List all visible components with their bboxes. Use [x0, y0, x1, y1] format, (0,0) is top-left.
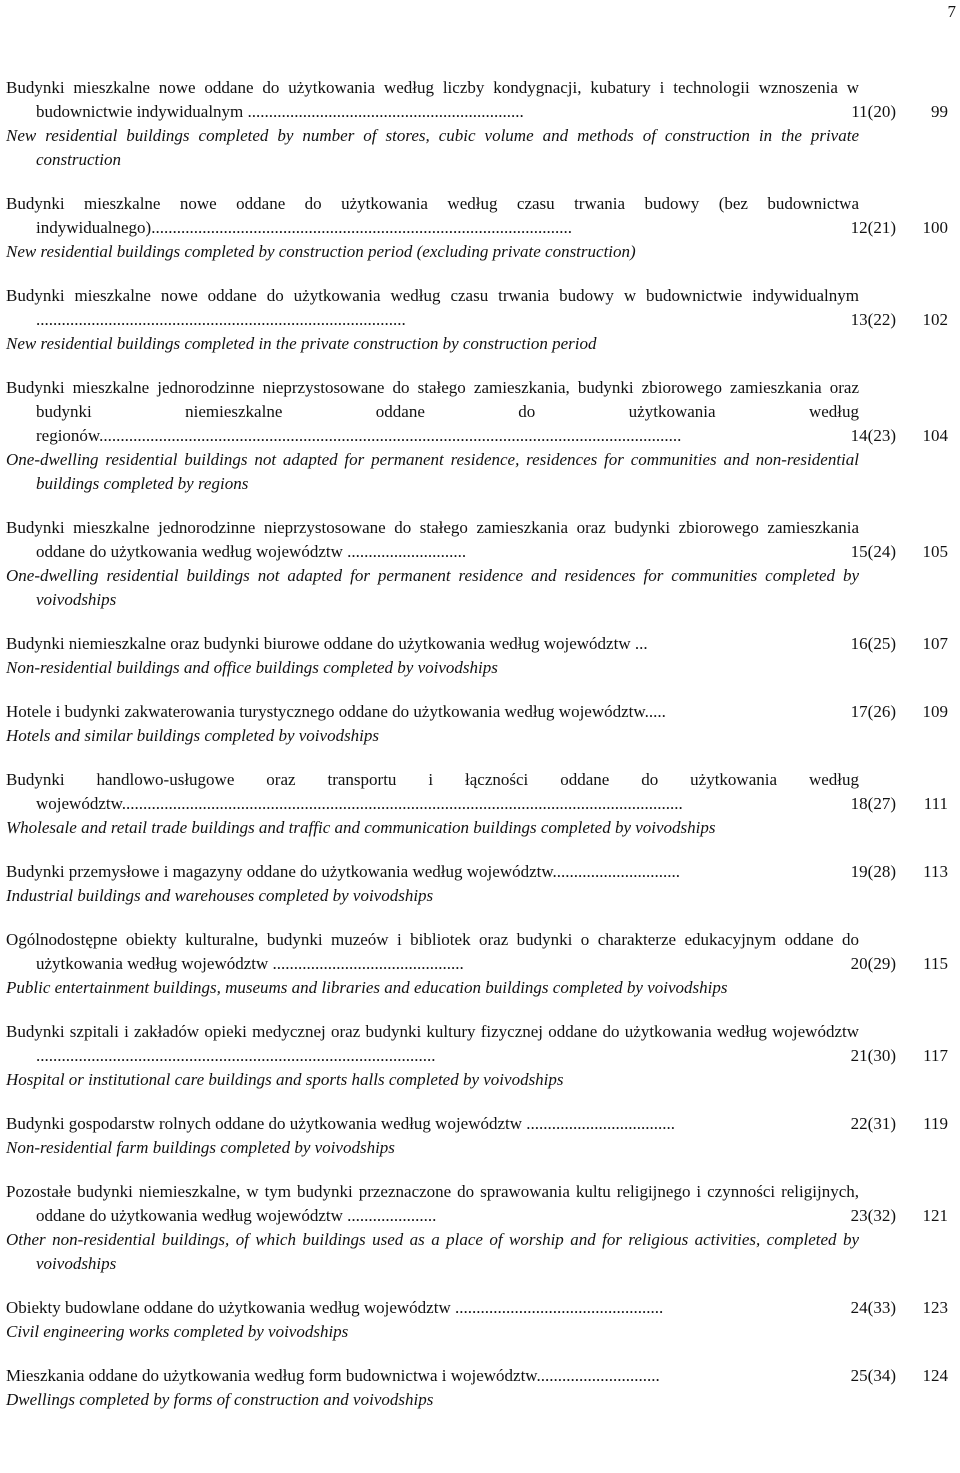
entry-title-polish-tail: województw....................................................................................................................................	[36, 794, 683, 813]
entry-title-english: New residential buildings completed in the private construction by construction period	[6, 334, 597, 353]
page-ref: 117	[923, 1046, 948, 1065]
table-number: 25(34)	[850, 1366, 896, 1385]
page-ref: 102	[922, 310, 948, 329]
page-ref: 115	[923, 954, 948, 973]
toc-entry[interactable]	[0, 1180, 960, 1276]
entry-title-polish	[6, 1112, 859, 1136]
page-ref: 121	[922, 1206, 948, 1225]
toc-entry[interactable]	[0, 192, 960, 264]
toc-entry[interactable]	[0, 376, 960, 496]
table-number: 23(32)	[850, 1206, 896, 1225]
page-ref: 113	[923, 862, 948, 881]
page-ref: 119	[923, 1114, 948, 1133]
entry-title-polish-tail: edukacyjnym oddane do użytkowania według województw .............................................	[36, 930, 859, 973]
table-number: 17(26)	[850, 702, 896, 721]
entry-title-polish-head: Budynki mieszkalne nowe oddane do użytkowania według czasu trwania budowy	[6, 286, 614, 305]
page-ref: 105	[922, 542, 948, 561]
entry-title-polish-tail: Hotele i budynki zakwaterowania turystycznego oddane do użytkowania według województw.....	[6, 702, 666, 721]
entry-title-english: New residential buildings completed by construction period (excluding private construction)	[6, 242, 636, 261]
toc-entry[interactable]	[0, 1296, 960, 1344]
entry-title-polish-tail: i technologii wznoszenia w budownictwie indywidualnym .................................................................	[36, 78, 860, 121]
entry-title-polish-tail: budownictwa indywidualnego)...................................................................................................	[36, 194, 859, 237]
toc-entry[interactable]	[0, 1020, 960, 1092]
entry-title-polish	[6, 1364, 859, 1388]
entry-title-polish-tail: Mieszkania oddane do użytkowania według form budownictwa i województw.............................	[6, 1366, 660, 1385]
page-ref: 123	[922, 1298, 948, 1317]
entry-title-polish	[6, 376, 859, 448]
entry-title-polish	[6, 700, 859, 724]
entry-title-english: Other non-residential buildings, of which buildings used as a place of worship and for religious activities, completed by voivodships	[6, 1230, 859, 1273]
page-ref: 107	[922, 634, 948, 653]
entry-title-polish-head: Ogólnodostępne obiekty kulturalne, budynki muzeów i bibliotek oraz budynki o charakterze	[6, 930, 677, 949]
page-ref: 104	[922, 426, 948, 445]
entry-title-polish-head: Budynki mieszkalne jednorodzinne nieprzystosowane do stałego zamieszkania, budynki zbiorowego zamieszkania oraz budynki niemieszkalne oddane do użytkowania według	[6, 378, 859, 421]
toc-entry[interactable]	[0, 768, 960, 840]
entry-title-polish-head: Budynki szpitali i zakładów opieki medycznej oraz budynki kultury fizycznej oddane do	[6, 1022, 620, 1041]
page-ref: 100	[922, 218, 948, 237]
table-number: 22(31)	[850, 1114, 896, 1133]
table-number: 19(28)	[850, 862, 896, 881]
entry-title-polish	[6, 516, 859, 564]
entry-title-english: New residential buildings completed by number of stores, cubic volume and methods of construction in the private construction	[6, 126, 859, 169]
entry-title-english: Hospital or institutional care buildings and sports halls completed by voivodships	[6, 1070, 564, 1089]
entry-title-polish	[6, 192, 859, 240]
entry-title-polish-tail: Budynki gospodarstw rolnych oddane do użytkowania według województw ...................................	[6, 1114, 676, 1133]
entry-title-english: Industrial buildings and warehouses completed by voivodships	[6, 886, 434, 905]
page-ref: 109	[922, 702, 948, 721]
table-number: 13(22)	[850, 310, 896, 329]
entry-title-english: Civil engineering works completed by voivodships	[6, 1322, 349, 1341]
toc-entry[interactable]	[0, 1112, 960, 1160]
entry-title-polish-tail: zbiorowego zamieszkania oddane do użytkowania według województw ............................	[36, 518, 859, 561]
entry-title-english: Public entertainment buildings, museums and libraries and education buildings completed by voivodships	[6, 978, 728, 997]
table-number: 24(33)	[850, 1298, 896, 1317]
toc-entry[interactable]	[0, 632, 960, 680]
page-ref: 99	[931, 102, 948, 121]
page-number: 7	[947, 2, 956, 21]
entry-title-polish-tail: Budynki niemieszkalne oraz budynki biurowe oddane do użytkowania według województw ...	[6, 634, 648, 653]
toc-entry[interactable]	[0, 700, 960, 748]
entry-title-polish	[6, 1180, 859, 1228]
entry-title-polish-tail: regionów.........................................................................................................................................	[36, 426, 682, 445]
entry-title-polish-tail: użytkowania według województw ..............................................................................................	[36, 1022, 859, 1065]
entry-title-english: One-dwelling residential buildings not adapted for permanent residence, residences for communities and non-residential buildings completed by regions	[6, 450, 859, 493]
entry-title-polish-head: Budynki mieszkalne jednorodzinne nieprzystosowane do stałego zamieszkania oraz budynki	[6, 518, 671, 537]
entry-title-polish	[6, 928, 859, 976]
entry-title-polish-tail: w budownictwie indywidualnym .......................................................................................	[36, 286, 860, 329]
entry-title-polish-head: Budynki handlowo-usługowe oraz transportu i łączności oddane do użytkowania według	[6, 770, 859, 789]
entry-title-polish	[6, 284, 859, 332]
entry-title-polish-head: Budynki mieszkalne nowe oddane do użytkowania według liczby kondygnacji, kubatury	[6, 78, 651, 97]
toc-entry[interactable]	[0, 516, 960, 612]
entry-title-english: Wholesale and retail trade buildings and traffic and communication buildings completed by voivodships	[6, 818, 716, 837]
entry-title-english: Non-residential farm buildings completed by voivodships	[6, 1138, 395, 1157]
table-number: 14(23)	[850, 426, 896, 445]
entry-title-polish	[6, 768, 859, 816]
table-number: 20(29)	[850, 954, 896, 973]
entry-title-english: Dwellings completed by forms of construction and voivodships	[6, 1390, 434, 1409]
table-number: 21(30)	[850, 1046, 896, 1065]
table-number: 18(27)	[850, 794, 896, 813]
entry-title-polish	[6, 1020, 859, 1068]
entry-title-polish	[6, 860, 859, 884]
entry-title-english: One-dwelling residential buildings not adapted for permanent residence and residences for communities completed by voivodships	[6, 566, 859, 609]
entry-title-polish-tail: Budynki przemysłowe i magazyny oddane do użytkowania według województw..............................	[6, 862, 681, 881]
table-number: 11(20)	[851, 102, 896, 121]
entry-title-polish	[6, 1296, 859, 1320]
entry-title-polish-head: Pozostałe budynki niemieszkalne, w tym budynki przeznaczone do sprawowania kultu	[6, 1182, 611, 1201]
entry-title-polish-head: Budynki mieszkalne nowe oddane do użytkowania według czasu trwania budowy (bez	[6, 194, 748, 213]
table-number: 16(25)	[850, 634, 896, 653]
toc-entry[interactable]	[0, 1364, 960, 1412]
table-number: 12(21)	[850, 218, 896, 237]
table-of-contents	[0, 76, 960, 1432]
table-number: 15(24)	[850, 542, 896, 561]
entry-title-english: Hotels and similar buildings completed by voivodships	[6, 726, 380, 745]
toc-entry[interactable]	[0, 928, 960, 1000]
entry-title-polish-tail: Obiekty budowlane oddane do użytkowania według województw .................................................	[6, 1298, 664, 1317]
toc-entry[interactable]	[0, 284, 960, 356]
entry-title-polish	[6, 76, 859, 124]
page-ref: 124	[922, 1366, 948, 1385]
entry-title-polish-tail: religijnego i czynności religijnych, oddane do użytkowania według województw .....................	[36, 1182, 859, 1225]
toc-entry[interactable]	[0, 860, 960, 908]
toc-entry[interactable]	[0, 76, 960, 172]
entry-title-english: Non-residential buildings and office buildings completed by voivodships	[6, 658, 498, 677]
page-ref: 111	[923, 794, 948, 813]
entry-title-polish	[6, 632, 859, 656]
